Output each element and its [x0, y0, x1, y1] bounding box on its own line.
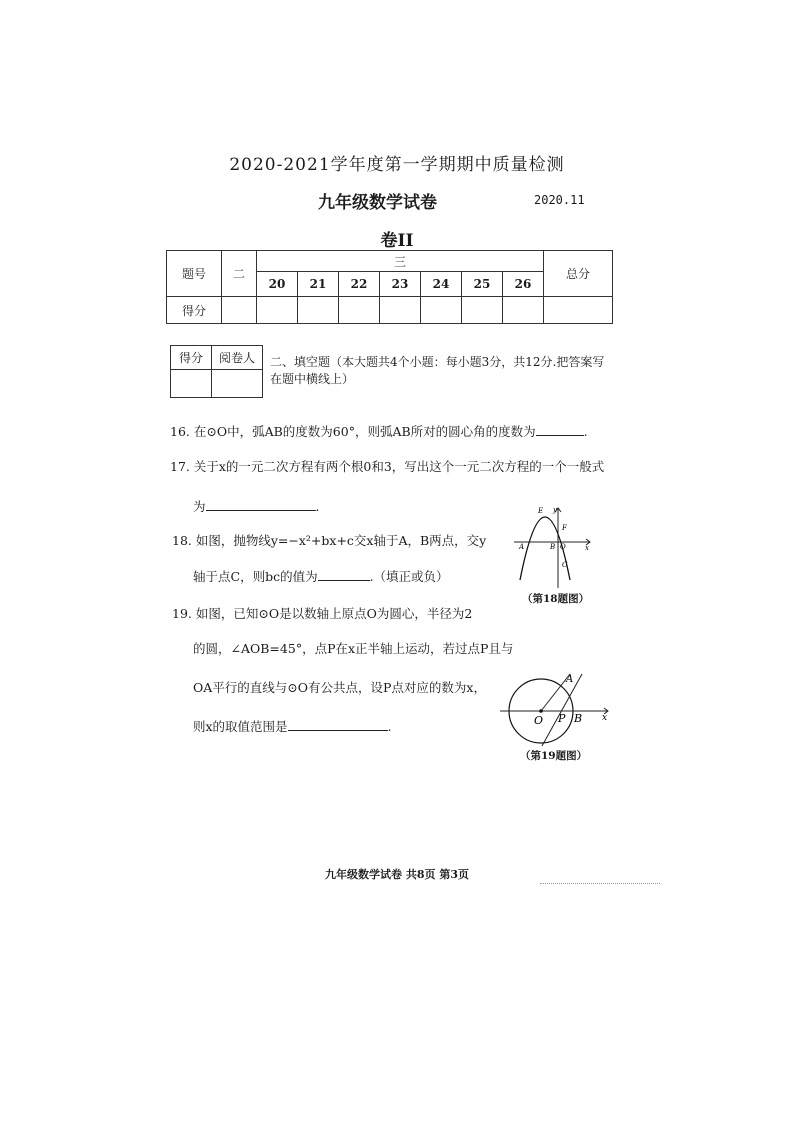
figure-19-caption: （第19题图） — [520, 750, 588, 762]
fig18-label-E: E — [538, 507, 544, 515]
question-16-text: 16. 在⊙O中，弧AB的度数为60°，则弧AB所对的圆心角的度数为 — [170, 424, 536, 439]
question-19-line4 — [193, 717, 392, 736]
score-cell — [421, 297, 462, 324]
score-col-25: 25 — [462, 272, 503, 297]
score-col-21: 21 — [298, 272, 339, 297]
score-table-header-er: 二 — [222, 251, 257, 297]
figure-19-circle — [498, 668, 618, 748]
score-row-defen: 得分 — [167, 297, 222, 324]
score-table — [166, 250, 613, 324]
answer-blank-18[interactable] — [318, 567, 370, 581]
question-18-line2 — [193, 567, 449, 586]
score-cell — [257, 297, 298, 324]
exam-date: 2020.11 — [534, 193, 585, 207]
exam-title-line1: 2020-2021学年度第一学期期中质量检测 — [229, 155, 565, 175]
score-cell — [222, 297, 257, 324]
fig19-point-O — [539, 709, 543, 713]
question-17-wei: 为 — [193, 499, 206, 514]
question-16 — [170, 422, 588, 441]
fig19-label-x: x — [602, 713, 608, 723]
grader-score-label: 得分 — [171, 346, 212, 370]
question-17: 17. 关于x的一元二次方程有两个根0和3，写出这个一元二次方程的一个一般式 — [170, 459, 605, 474]
answer-blank-19[interactable] — [288, 717, 388, 731]
fig18-label-B: B — [550, 543, 556, 551]
page-footer: 九年级数学试卷 共8页 第3页 — [325, 868, 469, 881]
question-16-end: . — [583, 424, 588, 439]
question-18-text2: 轴于点C，则bc的值为 — [193, 569, 318, 584]
score-cell — [503, 297, 544, 324]
question-19-text4: 则x的取值范围是 — [193, 719, 288, 734]
fig18-label-A: A — [519, 543, 525, 551]
question-19-line3: OA平行的直线与⊙O有公共点，设P点对应的数为x， — [193, 680, 486, 695]
exam-title-subject: 九年级数学试卷 — [318, 193, 437, 213]
score-cell — [462, 297, 503, 324]
paper-volume-title: 卷II — [380, 231, 414, 251]
question-17-line2 — [193, 497, 320, 516]
fig19-label-A: A — [566, 674, 574, 685]
question-18: 18. 如图，抛物线y=−x²+bx+c交x轴于A，B两点，交y — [172, 533, 487, 548]
score-cell — [544, 297, 613, 324]
fig18-label-y: y — [553, 506, 557, 514]
score-col-24: 24 — [421, 272, 462, 297]
question-19-line2: 的圆，∠AOB=45°，点P在x正半轴上运动，若过点P且与 — [193, 641, 514, 656]
grader-name-label: 阅卷人 — [212, 346, 263, 370]
figure-18-caption: （第18题图） — [522, 593, 590, 605]
fig18-label-O: O — [560, 543, 566, 551]
fig19-label-O: O — [534, 714, 544, 727]
score-col-22: 22 — [339, 272, 380, 297]
grader-score-cell — [171, 370, 212, 398]
grader-name-cell — [212, 370, 263, 398]
fig18-label-F: F — [562, 524, 567, 532]
question-17-end: . — [315, 499, 320, 514]
score-col-20: 20 — [257, 272, 298, 297]
score-cell — [298, 297, 339, 324]
grader-table — [170, 345, 263, 398]
score-cell — [339, 297, 380, 324]
answer-blank-17[interactable] — [206, 497, 316, 511]
section-heading-line2: 在题中横线上） — [270, 372, 355, 386]
question-19-end: . — [387, 719, 392, 734]
score-table-header-tihao: 题号 — [167, 251, 222, 297]
question-18-end: .（填正或负） — [369, 569, 449, 584]
figure-18-parabola — [508, 502, 600, 590]
score-col-23: 23 — [380, 272, 421, 297]
score-table-header-san: 三 — [257, 251, 544, 272]
fig18-label-C: C — [562, 561, 568, 569]
score-table-header-total: 总分 — [544, 251, 613, 297]
question-19: 19. 如图，已知⊙O是以数轴上原点O为圆心，半径为2 — [172, 606, 473, 621]
section-heading-line1: 二、填空题（本大题共4个小题：每小题3分，共12分.把答案写 — [270, 355, 605, 369]
fig19-label-B: B — [574, 712, 583, 725]
fig18-label-x: x — [585, 544, 589, 552]
fig19-label-P: P — [558, 712, 566, 725]
scan-artifact — [540, 883, 660, 886]
score-col-26: 26 — [503, 272, 544, 297]
answer-blank-16[interactable] — [536, 422, 584, 436]
score-cell — [380, 297, 421, 324]
section-heading — [270, 354, 640, 388]
